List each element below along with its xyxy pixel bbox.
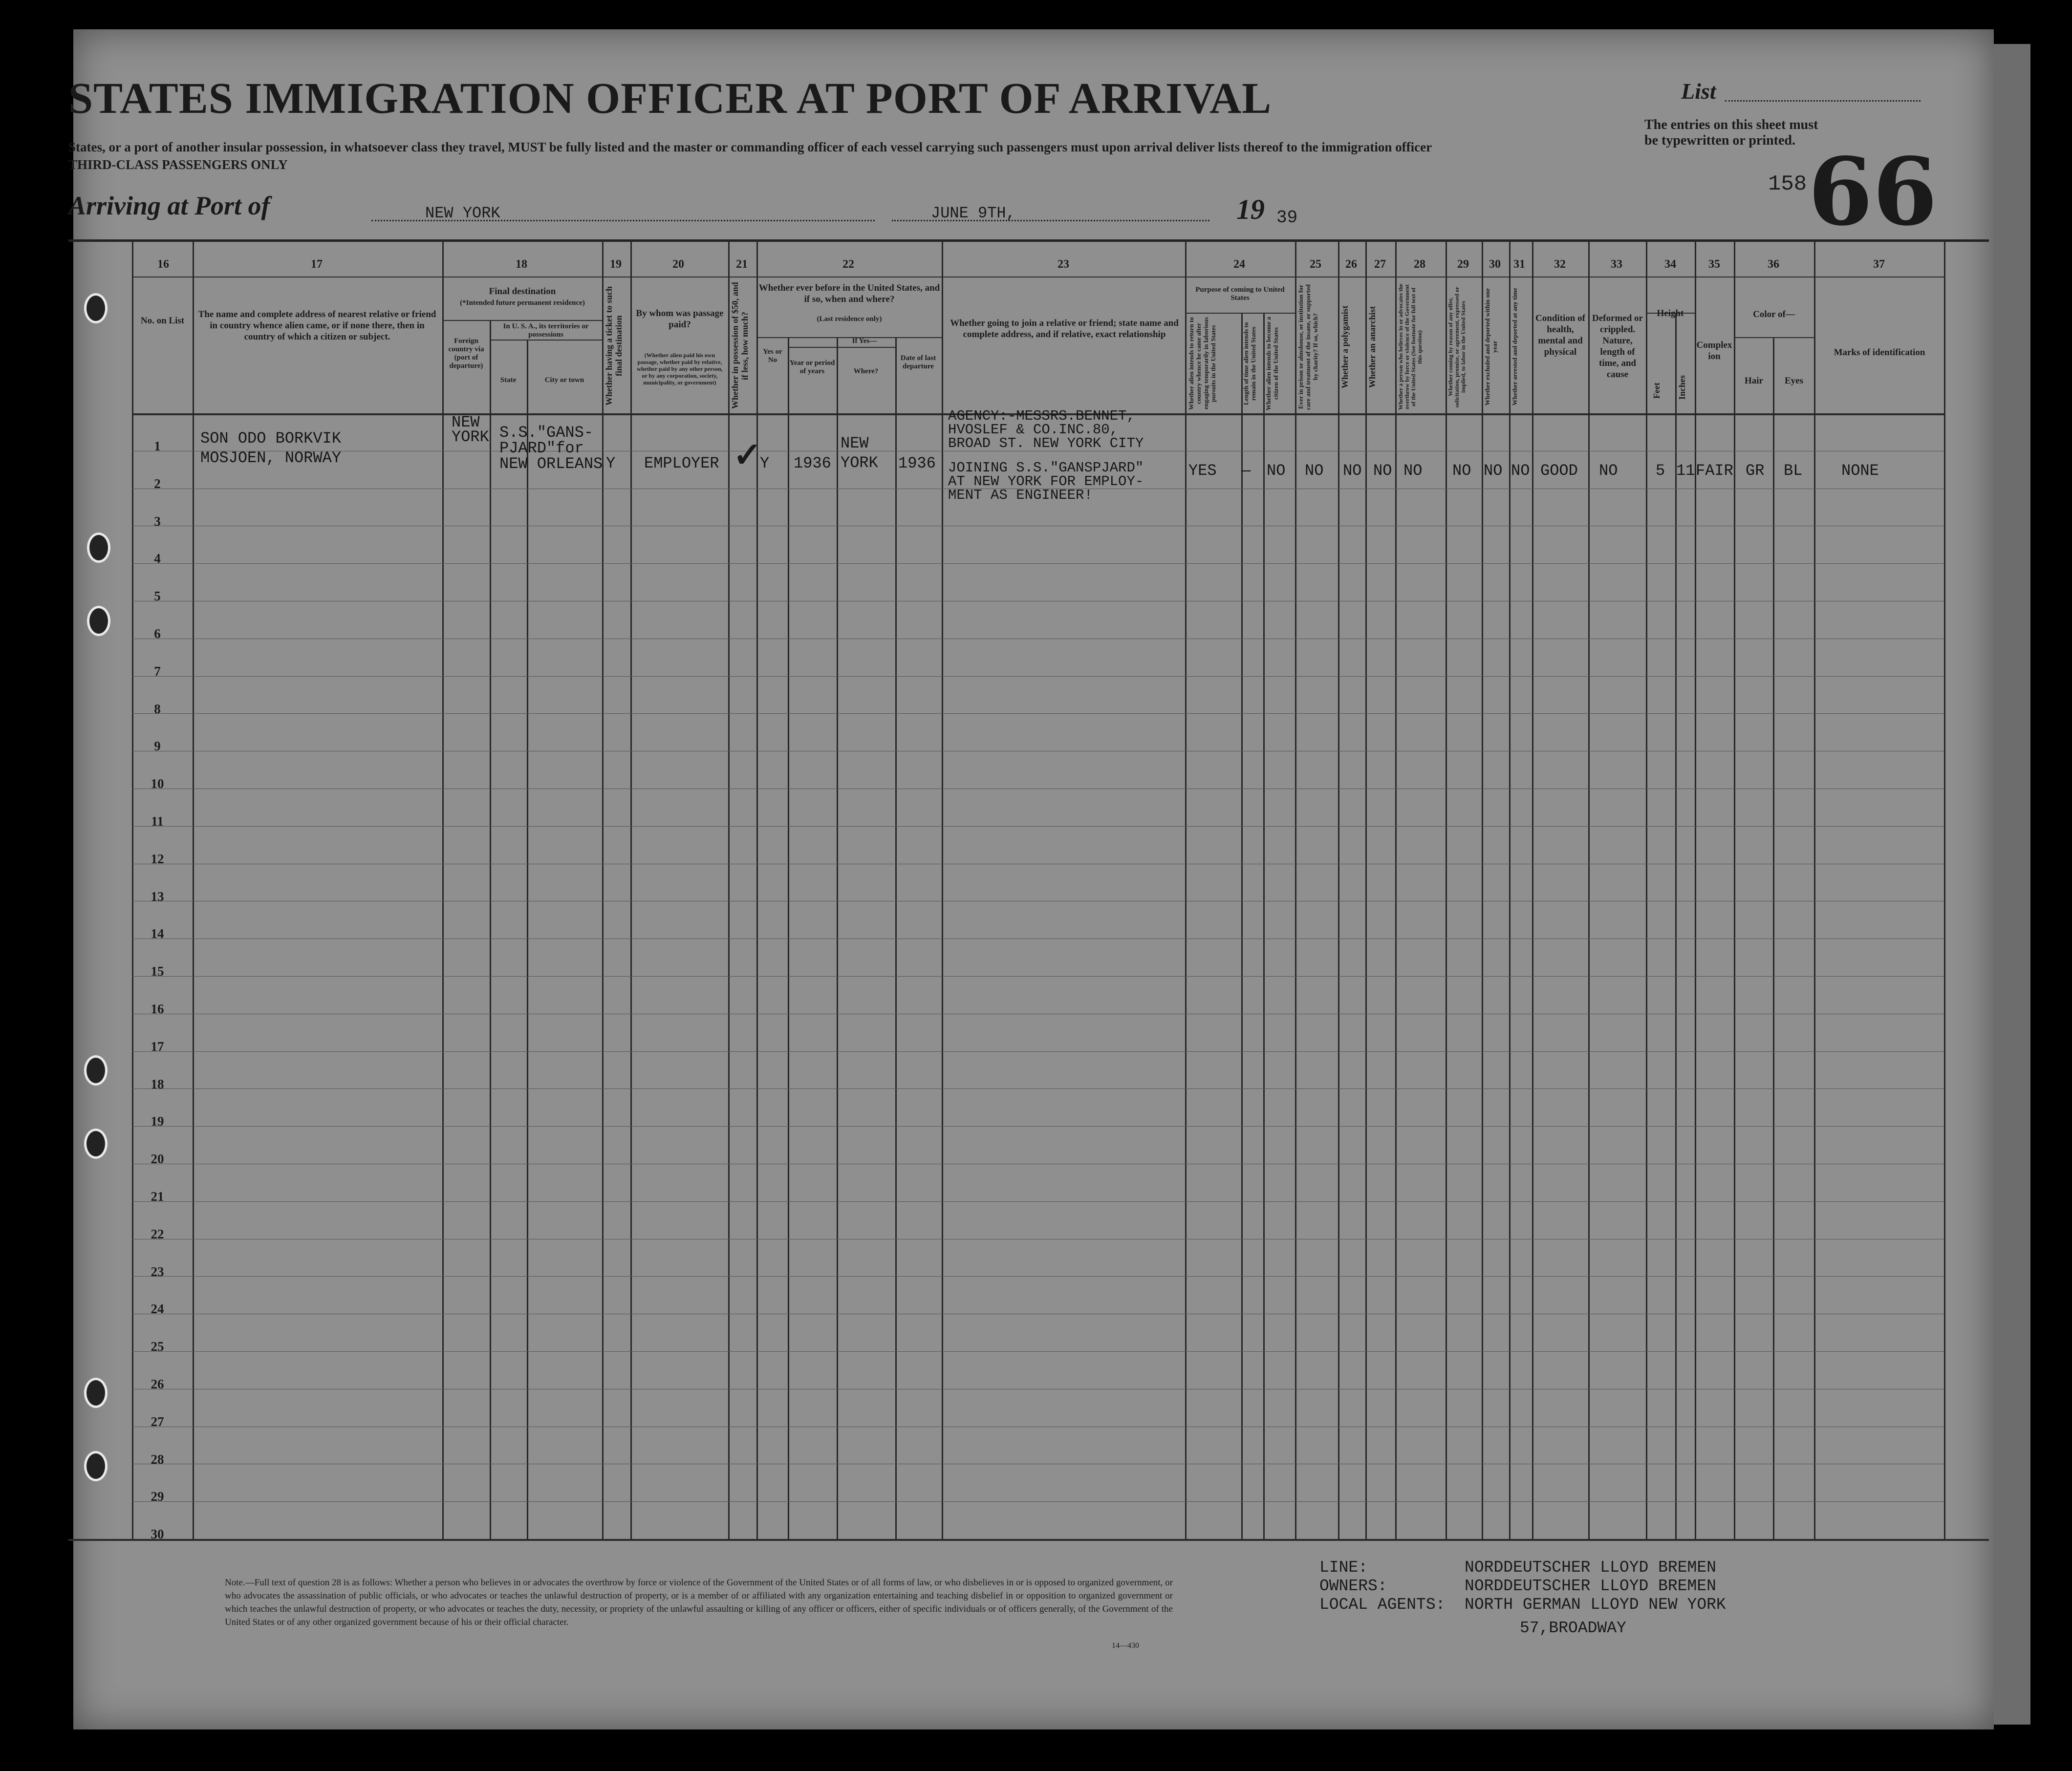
row-rule (132, 1088, 1944, 1089)
row-number: 9 (154, 739, 161, 754)
column-number: 25 (1310, 258, 1321, 271)
header-city: City or town (544, 376, 584, 384)
arriving-label: Arriving at Port of (68, 191, 270, 220)
header-eyes: Eyes (1785, 376, 1803, 386)
col-rule (1695, 239, 1696, 1539)
destination-value: S.S."GANS- PJARD"for NEW ORLEANS (499, 424, 603, 473)
anarchist-value: NO (1373, 462, 1392, 480)
binder-hole (87, 606, 110, 636)
col-rule (1646, 239, 1647, 1539)
binder-hole (84, 1055, 108, 1086)
header-date-departure: Date of last departure (900, 354, 936, 370)
last-departure-value: 1936 (898, 454, 936, 472)
header-deformed: Deformed or crippled. Nature, length of time, and cause (1592, 313, 1643, 380)
list-label: List (1681, 79, 1716, 104)
col-rule (1263, 313, 1265, 1539)
row-number: 1 (154, 439, 161, 453)
deformed-value: NO (1599, 462, 1618, 480)
column-number: 31 (1513, 258, 1525, 271)
header-feet: Feet (1652, 383, 1662, 399)
row-number: 23 (151, 1264, 164, 1279)
row-rule (132, 826, 1944, 827)
col-rule (756, 239, 758, 1539)
row-number: 13 (151, 889, 164, 904)
header-year-period: Year or period of years (789, 359, 835, 375)
row-number: 18 (151, 1076, 164, 1091)
column-number: 33 (1611, 258, 1622, 271)
row-rule (132, 676, 1944, 677)
health-value: GOOD (1540, 462, 1578, 480)
row-number: 17 (151, 1039, 164, 1054)
year-value: 39 (1276, 208, 1298, 228)
header-prison: Ever in prison or almshouse, or institution for care and treatment of the insane, or supported by charity? If so, which? (1297, 284, 1319, 410)
header-ticket: Whether having a ticket to such final destination (604, 286, 624, 405)
column-number: 19 (610, 258, 622, 271)
table-top-border (68, 239, 1989, 242)
binder-hole (84, 1378, 108, 1408)
q29-value: NO (1452, 462, 1471, 480)
column-number: 24 (1233, 258, 1245, 271)
binder-hole (84, 293, 108, 323)
header-purpose-citizen: Whether alien intends to become a citizen of the United States (1265, 317, 1279, 410)
col-rule (193, 239, 194, 1539)
row-number: 3 (154, 513, 161, 529)
port-value: NEW YORK (425, 204, 500, 222)
header-yes-no: Yes or No (763, 348, 782, 364)
header-marks: Marks of identification (1834, 347, 1925, 358)
row-number: 5 (154, 589, 161, 604)
q28-value: NO (1403, 462, 1423, 480)
header-inches: Inches (1677, 375, 1687, 400)
row-number: 11 (151, 814, 164, 829)
col-rule (1338, 239, 1339, 1539)
col-rule (1773, 337, 1774, 1539)
column-number: 32 (1554, 258, 1566, 271)
header-if-yes: If Yes— (852, 337, 877, 345)
header-color-of: Color of— (1753, 309, 1795, 320)
header-rule (788, 347, 895, 348)
header-in-usa: In U. S. A., its territories or possessions (503, 322, 589, 339)
header-ever-before: Whether ever before in the United States, and if so, when and where? (758, 283, 940, 304)
page-title: STATES IMMIGRATION OFFICER AT PORT OF ARRIVAL (68, 74, 1272, 123)
row-number: 25 (151, 1339, 164, 1354)
col-rule (1365, 239, 1367, 1539)
col-rule (788, 337, 789, 1539)
col-rule (1675, 313, 1677, 1539)
header-complexion: Complexion (1696, 340, 1732, 362)
header-rule (442, 320, 602, 321)
column-number: 26 (1345, 258, 1357, 271)
row-number: 15 (151, 964, 164, 979)
column-number: 18 (516, 258, 527, 271)
question-28-note: Note.—Full text of question 28 is as follows: Whether a person who believes in or advocates the overthrow by force or violence of the Government of the United States or of all forms of law, or who disbelieves in or is opposed to organized government, or who advocates the assassination of public officials, or who advocates or teaches the unlawful destruction of property, or is a member of or affiliated with any organization entertaining and teaching disbelief in or opposition to organized government or which teaches the unlawful destruction of property, or who advocates or teaches the duty, necessity, or propriety of the unlawful assaulting or killing of any officer or officers, either of specific individuals or of officers generally, of the Government of the United States or of any other organized government because of his or their official character. (225, 1578, 1173, 1627)
row-rule (132, 563, 1944, 564)
col-rule (630, 239, 632, 1539)
col-rule (1588, 239, 1590, 1539)
header-q30: Whether excluded and deported within one year (1484, 288, 1498, 405)
col-rule (942, 239, 943, 1539)
column-number: 27 (1374, 258, 1386, 271)
row-number: 7 (154, 663, 161, 679)
header-purpose-return: Whether alien intends to return to country whence he came after engaging temporarily in laborious pursuits in the United States (1187, 317, 1217, 410)
column-number: 17 (311, 258, 323, 271)
row-number: 6 (154, 626, 161, 641)
date-value: JUNE 9TH, (931, 204, 1015, 222)
row-rule (132, 713, 1944, 714)
complexion-value: FAIR (1696, 462, 1733, 480)
row-rule (132, 1051, 1944, 1052)
column-number: 20 (672, 258, 684, 271)
col-rule (1395, 239, 1397, 1539)
binder-hole (87, 533, 110, 563)
col-rule (442, 239, 444, 1539)
col-rule (1509, 239, 1511, 1539)
header-final-destination-note: (*Intended future permanent residence) (460, 299, 585, 307)
header-foreign-country: Foreign country via (port of departure) (448, 337, 484, 370)
column-number: 22 (842, 258, 854, 271)
row-number: 4 (154, 551, 161, 566)
year-period-value: 1936 (794, 454, 831, 472)
column-number: 36 (1768, 258, 1779, 271)
column-number: 28 (1414, 258, 1425, 271)
row-number: 12 (151, 851, 164, 866)
shipping-line-info: LINE: NORDDEUTSCHER LLOYD BREMEN OWNERS: NORDDEUTSCHER LLOYD BREMEN LOCAL AGENTS: NORTH GERMAN LLOYD NEW YORK 57,BROADWAY (1319, 1558, 1726, 1637)
row-number: 29 (151, 1489, 164, 1504)
header-rule (490, 340, 602, 341)
header-possession-50: Whether in possession of $50, and if less, how much? (730, 282, 750, 409)
col-rule (837, 337, 838, 1539)
column-number: 23 (1058, 258, 1069, 271)
where-value: NEW YORK (841, 434, 878, 472)
entries-note: The entries on this sheet must be typewritten or printed. (1644, 117, 1818, 148)
header-hair: Hair (1745, 376, 1763, 386)
col-rule (1185, 239, 1187, 1539)
row-number: 30 (151, 1527, 164, 1542)
col-rule (1482, 239, 1483, 1539)
col-rule (527, 340, 528, 1539)
row-rule (132, 1126, 1944, 1127)
relative-address: SON ODO BORKVIK MOSJOEN, NORWAY (200, 429, 342, 467)
check-mark: ✓ (733, 437, 762, 474)
column-number: 16 (157, 258, 169, 271)
binder-hole (84, 1129, 108, 1159)
col-rule (1532, 239, 1533, 1539)
q30-value: NO (1484, 462, 1503, 480)
subtitle: States, or a port of another insular possession, in whatsoever class they travel, MUST be fully listed and the master or commanding officer of each vessel carrying such passengers must upon arrival deliver lists thereof to the immigration officer (68, 140, 1432, 154)
header-anarchist: Whether an anarchist (1367, 306, 1377, 388)
inches-value: 11 (1676, 462, 1695, 480)
row-number: 14 (151, 926, 164, 941)
table-bottom-border (68, 1539, 1989, 1541)
row-rule (132, 976, 1944, 977)
header-no-on-list: No. on List (140, 316, 185, 326)
q31-value: NO (1511, 462, 1530, 480)
header-q29: Whether coming by reason of any offer, solicitation, promise, or agreement, expressed or implied, to labor in the United States (1447, 286, 1467, 407)
marks-value: NONE (1841, 462, 1879, 480)
col-rule (1944, 239, 1945, 1539)
header-polygamist: Whether a polygamist (1340, 305, 1350, 388)
header-passage-note: (Whether alien paid his own passage, whether paid by relative, whether paid by any other person, or by any corporation, society, municipality, or government) (637, 352, 723, 386)
manifest-sheet (73, 29, 1994, 1729)
col-rule (1241, 313, 1243, 1539)
col-rule (1814, 239, 1815, 1539)
row-number: 16 (151, 1002, 164, 1016)
prison-value: NO (1305, 462, 1324, 480)
sheet-number-small: 158 (1768, 172, 1807, 196)
col-rule (895, 337, 897, 1539)
row-number: 10 (151, 776, 164, 791)
row-rule (132, 1351, 1944, 1352)
polygamist-value: NO (1343, 462, 1362, 480)
header-health: Condition of health, mental and physical (1535, 313, 1585, 357)
column-number: 34 (1664, 258, 1676, 271)
length-value: — (1241, 462, 1251, 480)
row-number: 19 (151, 1114, 164, 1129)
row-rule (132, 1201, 1944, 1202)
feet-value: 5 (1656, 462, 1665, 480)
header-height: Height (1657, 308, 1684, 319)
row-number: 21 (151, 1189, 164, 1204)
header-join-relative: Whether going to join a relative or friend; state name and complete address, and if relative, exact relationship (950, 318, 1179, 340)
header-q28: Whether a person who believes in or advocates the overthrow by force or violence of the Government of the United States (See footnote for full text of this question) (1397, 283, 1423, 410)
list-number-line (1725, 100, 1921, 102)
passage-paid-value: EMPLOYER (644, 454, 719, 472)
row-number: 2 (154, 476, 161, 491)
return-value: YES (1188, 462, 1217, 480)
column-number: 21 (736, 258, 748, 271)
ever-before-value: Y (760, 454, 770, 472)
form-number: 14—430 (1112, 1642, 1139, 1650)
join-relative-value: AGENCY:-MESSRS.BENNET, HVOSLEF & CO.INC.80, BROAD ST. NEW YORK CITY JOINING S.S."GANSPJARD" AT NEW YORK FOR EMPLOY- MENT AS ENGINEER! (948, 408, 1144, 503)
header-passage-paid: By whom was passage paid? (636, 308, 724, 330)
citizen-value: NO (1267, 462, 1286, 480)
header-rule (1185, 313, 1295, 314)
header-purpose-length: Length of time alien intends to remain in the United States (1242, 322, 1257, 405)
header-rule (1734, 337, 1814, 338)
row-number: 22 (151, 1226, 164, 1241)
col-rule (1295, 239, 1296, 1539)
row-rule (132, 1501, 1944, 1502)
row-number: 27 (151, 1414, 164, 1429)
header-nearest-relative: The name and complete address of nearest relative or friend in country whence alien came, or if none there, then in country of which a citizen or subject. (198, 309, 436, 342)
row-rule (132, 1276, 1944, 1277)
column-number: 37 (1873, 258, 1885, 271)
passenger-class: THIRD-CLASS PASSENGERS ONLY (68, 157, 288, 172)
header-state: State (500, 376, 517, 384)
binder-hole (84, 1451, 108, 1481)
ticket-value: Y (606, 454, 616, 472)
row-number: 28 (151, 1451, 164, 1467)
column-number: 35 (1708, 258, 1720, 271)
column-number: 29 (1457, 258, 1469, 271)
row-number: 24 (151, 1302, 164, 1317)
col-rule (1734, 239, 1735, 1539)
header-purpose: Purpose of coming to United States (1195, 286, 1285, 302)
sheet-number-large: 66 (1808, 137, 1938, 246)
column-number: 30 (1489, 258, 1501, 271)
col-rule (1446, 239, 1447, 1539)
col-rule (728, 239, 730, 1539)
header-last-residence: (Last residence only) (817, 315, 882, 323)
header-final-destination: Final destination (489, 286, 556, 297)
sheet-edge (1994, 44, 2030, 1725)
col-rule (490, 320, 491, 1539)
row-number: 20 (151, 1152, 164, 1167)
row-number: 26 (151, 1377, 164, 1391)
header-q31: Whether arrested and deported at any time (1511, 288, 1518, 406)
year-prefix: 19 (1236, 193, 1265, 225)
hair-value: GR (1746, 462, 1765, 480)
row-number: 8 (154, 701, 161, 716)
bleed-through-text (792, 836, 795, 850)
foreign-country-value: NEW YORK (452, 413, 489, 446)
eyes-value: BL (1784, 462, 1803, 480)
header-where: Where? (853, 367, 879, 375)
